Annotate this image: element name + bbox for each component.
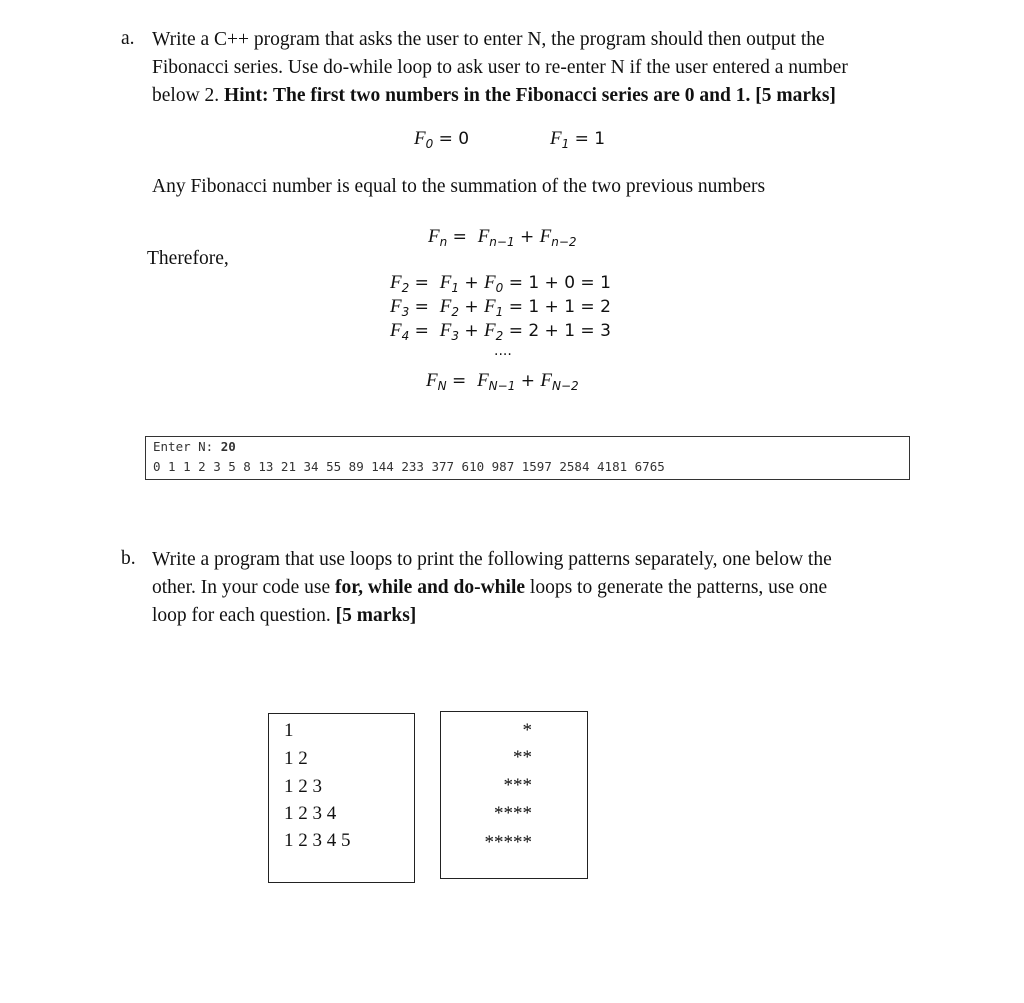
equation-f2-value: = 1 + 0 = 1 xyxy=(508,273,611,293)
part-a-label: a. xyxy=(121,28,135,49)
part-b-line-1: Write a program that use loops to print the following patterns separately, one below the xyxy=(152,549,832,570)
ellipsis-dots: .... xyxy=(494,343,512,359)
number-pattern-row: 1 2 xyxy=(284,748,308,769)
f0-value: = 0 xyxy=(438,129,470,149)
number-pattern-row: 1 2 3 4 xyxy=(284,803,337,824)
equation-f4: $F_4 = F_3 + F_2 = 2 + 1 = 3$ xyxy=(390,320,611,343)
part-b-line-2-end: loops to generate the patterns, use one xyxy=(525,577,828,598)
part-a-line-3 xyxy=(152,82,836,111)
f1-definition: $F_1 = 1$ xyxy=(550,128,606,151)
star-pattern-row: *** xyxy=(503,775,532,796)
console-output-box xyxy=(145,436,910,480)
part-b-line-2-start: other. In your code use xyxy=(152,577,336,598)
part-b-label: b. xyxy=(121,548,136,569)
equation-f2: $F_2 = F_1 + F_0 = 1 + 0 = 1$ xyxy=(390,272,611,295)
equation-fn: $F_N = F_{N-1} + F_{N-2}$ xyxy=(426,370,579,393)
part-b-line-3-text: loop for each question. xyxy=(152,605,336,626)
part-a-hint: Hint: The first two numbers in the Fibonacci series are 0 and 1. [5 marks] xyxy=(224,85,836,106)
number-pattern-row: 1 2 3 4 5 xyxy=(284,830,351,851)
star-pattern-box xyxy=(440,711,588,879)
part-b-marks: [5 marks] xyxy=(335,605,417,626)
number-pattern-row: 1 2 3 xyxy=(284,776,322,797)
equation-f3: $F_3 = F_2 + F_1 = 1 + 1 = 2$ xyxy=(390,296,611,319)
part-b-line-2 xyxy=(152,574,827,603)
console-prompt: Enter N: xyxy=(153,439,221,454)
f0-definition: $F_0 = 0$ xyxy=(414,128,470,151)
part-a-line-3-text: below 2. xyxy=(152,85,225,106)
star-pattern-row: ** xyxy=(513,747,532,768)
therefore-label: Therefore, xyxy=(147,248,229,269)
number-pattern-row: 1 xyxy=(284,720,294,741)
star-pattern-row: **** xyxy=(494,803,532,824)
star-pattern-row: ***** xyxy=(484,832,532,853)
recurrence-formula: $F_n = F_{n-1} + F_{n-2}$ xyxy=(428,226,577,249)
part-b-line-3 xyxy=(152,602,416,631)
equation-f4-value: = 2 + 1 = 3 xyxy=(508,321,611,341)
part-b-loop-types: for, while and do-while xyxy=(335,577,526,598)
part-a-line-2: Fibonacci series. Use do-while loop to ask user to re-enter N if the user entered a number xyxy=(152,57,848,78)
console-input-value: 20 xyxy=(220,439,236,454)
number-pattern-box xyxy=(268,713,415,883)
equation-f3-value: = 1 + 1 = 2 xyxy=(508,297,611,317)
star-pattern-row: * xyxy=(522,720,532,741)
f1-value: = 1 xyxy=(574,129,606,149)
console-prompt-line xyxy=(153,439,236,454)
part-a-line-1: Write a C++ program that asks the user to enter N, the program should then output the xyxy=(152,29,825,50)
console-fibonacci-output: 0 1 1 2 3 5 8 13 21 34 55 89 144 233 377 610 987 1597 2584 4181 6765 xyxy=(153,459,665,474)
summation-sentence: Any Fibonacci number is equal to the summation of the two previous numbers xyxy=(152,176,766,197)
